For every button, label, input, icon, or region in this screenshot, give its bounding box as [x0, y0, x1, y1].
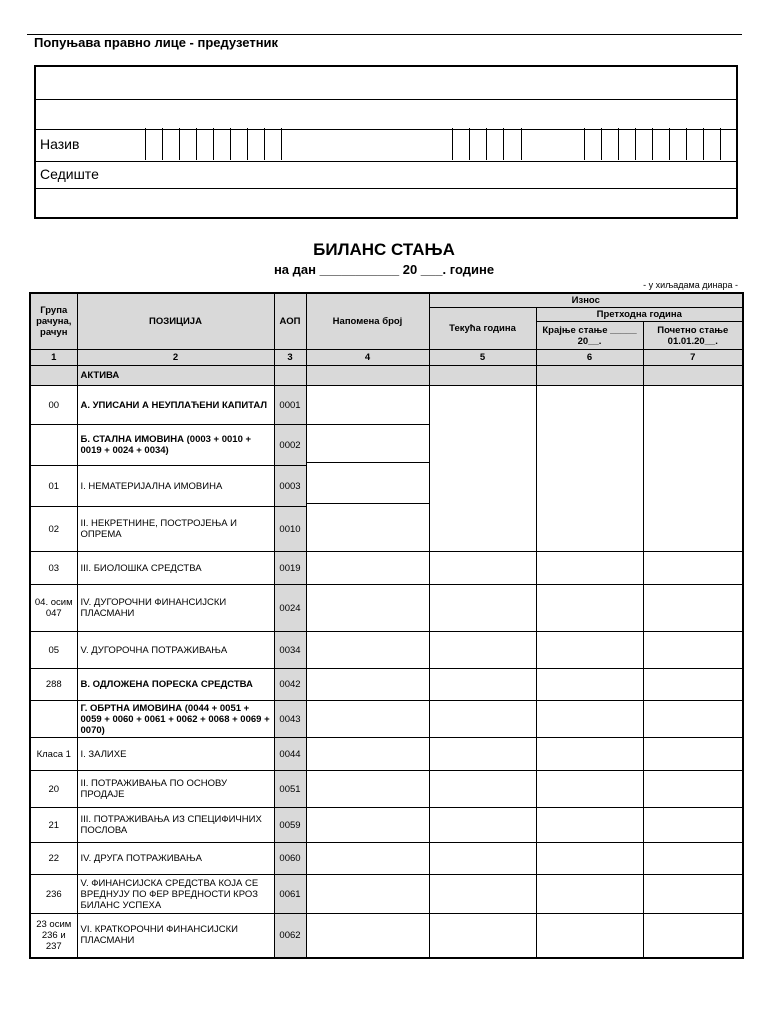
row-aop: 0051 [274, 771, 306, 808]
row-value[interactable] [643, 552, 743, 585]
row-note[interactable] [306, 552, 429, 585]
id-number-cell[interactable] [247, 128, 248, 160]
balance-sheet-table [29, 292, 744, 959]
row-value[interactable] [429, 632, 536, 669]
id-number-cell[interactable] [196, 128, 197, 160]
row-position: II. ПОТРАЖИВАЊА ПО ОСНОВУ ПРОДАЈЕ [77, 771, 274, 808]
section-title: АКТИВА [77, 366, 274, 386]
row-value[interactable] [536, 808, 643, 843]
id-number-cell[interactable] [213, 128, 214, 160]
row-position: Б. СТАЛНА ИМОВИНА (0003 + 0010 + 0019 + 0024 + 0034) [77, 425, 274, 466]
fill-note: Попуњава правно лице - предузетник [34, 35, 279, 50]
id-number-cell[interactable] [503, 128, 504, 160]
row-group: 03 [30, 552, 77, 585]
row-value[interactable] [429, 843, 536, 875]
row-group: Класа 1 [30, 738, 77, 771]
header-end-state: Крајње стање _____ 20__. [536, 322, 643, 350]
row-value[interactable] [429, 386, 536, 552]
row-value[interactable] [429, 808, 536, 843]
row-value[interactable] [536, 552, 643, 585]
row-aop: 0001 [274, 386, 306, 425]
id-number-cell[interactable] [162, 128, 163, 160]
row-group: 288 [30, 669, 77, 701]
row-note[interactable] [307, 386, 429, 425]
section-group-cell [30, 366, 77, 386]
row-value[interactable] [429, 771, 536, 808]
section-aop-cell [274, 366, 306, 386]
identification-box [34, 65, 738, 219]
row-position: V. ДУГОРОЧНА ПОТРАЖИВАЊА [77, 632, 274, 669]
table-row [30, 843, 743, 875]
id-number-cell[interactable] [635, 128, 636, 160]
row-aop: 0010 [274, 507, 306, 552]
row-value[interactable] [643, 585, 743, 632]
row-note[interactable] [306, 738, 429, 771]
row-value[interactable] [643, 914, 743, 958]
row-aop: 0034 [274, 632, 306, 669]
row-note[interactable] [307, 463, 429, 504]
row-position: I. НЕМАТЕРИЈАЛНА ИМОВИНА [77, 466, 274, 507]
name-label: Назив [40, 136, 80, 152]
table-row [30, 632, 743, 669]
id-number-cell[interactable] [486, 128, 487, 160]
row-value[interactable] [643, 808, 743, 843]
header-current-year: Текућа година [429, 308, 536, 350]
row-value[interactable] [536, 386, 643, 552]
row-aop: 0043 [274, 701, 306, 738]
table-row [30, 701, 743, 738]
row-group [30, 425, 77, 466]
id-row-divider [36, 161, 736, 162]
col-number: 2 [77, 350, 274, 366]
row-value[interactable] [429, 552, 536, 585]
row-position: А. УПИСАНИ А НЕУПЛАЋЕНИ КАПИТАЛ [77, 386, 274, 425]
row-note[interactable] [306, 585, 429, 632]
table-row [30, 669, 743, 701]
row-value[interactable] [643, 738, 743, 771]
row-value[interactable] [643, 771, 743, 808]
header-begin-state: Почетно стање 01.01.20__. [643, 322, 743, 350]
row-position: V. ФИНАНСИЈСКА СРЕДСТВА КОЈА СЕ ВРЕДНУЈУ ПО ФЕР ВРЕДНОСТИ КРОЗ БИЛАНС УСПЕХА [77, 875, 274, 914]
row-group: 02 [30, 507, 77, 552]
col-number: 6 [536, 350, 643, 366]
header-previous-year: Претходна година [536, 308, 743, 322]
row-note[interactable] [306, 808, 429, 843]
id-number-cell[interactable] [264, 128, 265, 160]
id-number-cell[interactable] [686, 128, 687, 160]
row-position: II. НЕКРЕТНИНЕ, ПОСТРОЈЕЊА И ОПРЕМА [77, 507, 274, 552]
row-value[interactable] [643, 875, 743, 914]
row-position: III. БИОЛОШКА СРЕДСТВА [77, 552, 274, 585]
row-value[interactable] [536, 738, 643, 771]
id-number-cell[interactable] [521, 128, 522, 160]
row-note-block[interactable] [306, 386, 429, 552]
section-amount-cell [536, 366, 643, 386]
table-row [30, 585, 743, 632]
row-group: 00 [30, 386, 77, 425]
id-number-cell[interactable] [179, 128, 180, 160]
row-value[interactable] [643, 632, 743, 669]
row-aop: 0059 [274, 808, 306, 843]
row-aop: 0002 [274, 425, 306, 466]
row-value[interactable] [429, 875, 536, 914]
row-group: 04. осим 047 [30, 585, 77, 632]
row-note[interactable] [306, 875, 429, 914]
col-number: 3 [274, 350, 306, 366]
row-aop: 0060 [274, 843, 306, 875]
row-value[interactable] [643, 843, 743, 875]
id-row-divider [36, 188, 736, 189]
table-row [30, 914, 743, 958]
id-number-cell[interactable] [669, 128, 670, 160]
row-value[interactable] [536, 771, 643, 808]
row-aop: 0062 [274, 914, 306, 958]
table-row [30, 771, 743, 808]
id-number-cell[interactable] [703, 128, 704, 160]
row-group: 01 [30, 466, 77, 507]
row-position: IV. ДРУГА ПОТРАЖИВАЊА [77, 843, 274, 875]
row-position: I. ЗАЛИХЕ [77, 738, 274, 771]
row-value[interactable] [536, 585, 643, 632]
row-aop: 0061 [274, 875, 306, 914]
header-position: ПОЗИЦИЈА [77, 293, 274, 350]
row-note[interactable] [306, 669, 429, 701]
header-aop: АОП [274, 293, 306, 350]
table-row [30, 875, 743, 914]
table-row [30, 552, 743, 585]
row-value[interactable] [643, 669, 743, 701]
table-row [30, 808, 743, 843]
id-number-cell[interactable] [601, 128, 602, 160]
row-position: III. ПОТРАЖИВАЊА ИЗ СПЕЦИФИЧНИХ ПОСЛОВА [77, 808, 274, 843]
header-amount: Износ [429, 293, 743, 308]
row-value[interactable] [429, 585, 536, 632]
row-value[interactable] [536, 914, 643, 958]
row-position: В. ОДЛОЖЕНА ПОРЕСКА СРЕДСТВА [77, 669, 274, 701]
units-note: - у хиљадама динара - [643, 280, 738, 290]
id-number-cell[interactable] [469, 128, 470, 160]
col-number: 4 [306, 350, 429, 366]
seat-label: Седиште [40, 166, 99, 182]
document-title: БИЛАНС СТАЊА [313, 240, 455, 259]
row-group [30, 701, 77, 738]
row-value[interactable] [429, 738, 536, 771]
row-aop: 0024 [274, 585, 306, 632]
id-number-cell[interactable] [618, 128, 619, 160]
row-group: 05 [30, 632, 77, 669]
table-row [30, 738, 743, 771]
row-value[interactable] [643, 701, 743, 738]
id-number-cell[interactable] [720, 128, 721, 160]
row-note[interactable] [306, 701, 429, 738]
table-row [30, 386, 743, 425]
row-value[interactable] [536, 632, 643, 669]
section-amount-cell [643, 366, 743, 386]
section-note-cell [306, 366, 429, 386]
row-value[interactable] [643, 386, 743, 552]
row-group: 236 [30, 875, 77, 914]
row-value[interactable] [536, 669, 643, 701]
id-number-cell[interactable] [652, 128, 653, 160]
id-number-cell[interactable] [584, 128, 585, 160]
row-value[interactable] [536, 875, 643, 914]
row-note[interactable] [307, 425, 429, 463]
id-number-cell[interactable] [281, 128, 282, 160]
id-number-cell[interactable] [230, 128, 231, 160]
row-value[interactable] [536, 701, 643, 738]
section-amount-cell [429, 366, 536, 386]
row-value[interactable] [429, 701, 536, 738]
row-group: 22 [30, 843, 77, 875]
id-row-divider [36, 99, 736, 100]
row-value[interactable] [536, 843, 643, 875]
col-number: 7 [643, 350, 743, 366]
row-value[interactable] [429, 669, 536, 701]
row-value[interactable] [429, 914, 536, 958]
id-row-divider [36, 129, 736, 130]
row-aop: 0044 [274, 738, 306, 771]
document-subtitle: на дан ___________ 20 ___. године [273, 262, 495, 277]
row-aop: 0019 [274, 552, 306, 585]
row-note[interactable] [306, 771, 429, 808]
col-number: 5 [429, 350, 536, 366]
row-position: Г. ОБРТНА ИМОВИНА (0044 + 0051 + 0059 + 0060 + 0061 + 0062 + 0068 + 0069 + 0070) [77, 701, 274, 738]
row-position: VI. КРАТКОРОЧНИ ФИНАНСИЈСКИ ПЛАСМАНИ [77, 914, 274, 958]
row-group: 21 [30, 808, 77, 843]
row-aop: 0042 [274, 669, 306, 701]
row-note[interactable] [306, 632, 429, 669]
row-group: 23 осим 236 и 237 [30, 914, 77, 958]
row-group: 20 [30, 771, 77, 808]
header-note: Напомена број [306, 293, 429, 350]
row-position: IV. ДУГОРОЧНИ ФИНАНСИЈСКИ ПЛАСМАНИ [77, 585, 274, 632]
row-note[interactable] [306, 914, 429, 958]
id-number-cell[interactable] [452, 128, 453, 160]
row-aop: 0003 [274, 466, 306, 507]
col-number: 1 [30, 350, 77, 366]
id-number-cell[interactable] [145, 128, 146, 160]
header-group: Група рачуна, рачун [30, 293, 77, 350]
row-note[interactable] [307, 504, 429, 548]
row-note[interactable] [306, 843, 429, 875]
